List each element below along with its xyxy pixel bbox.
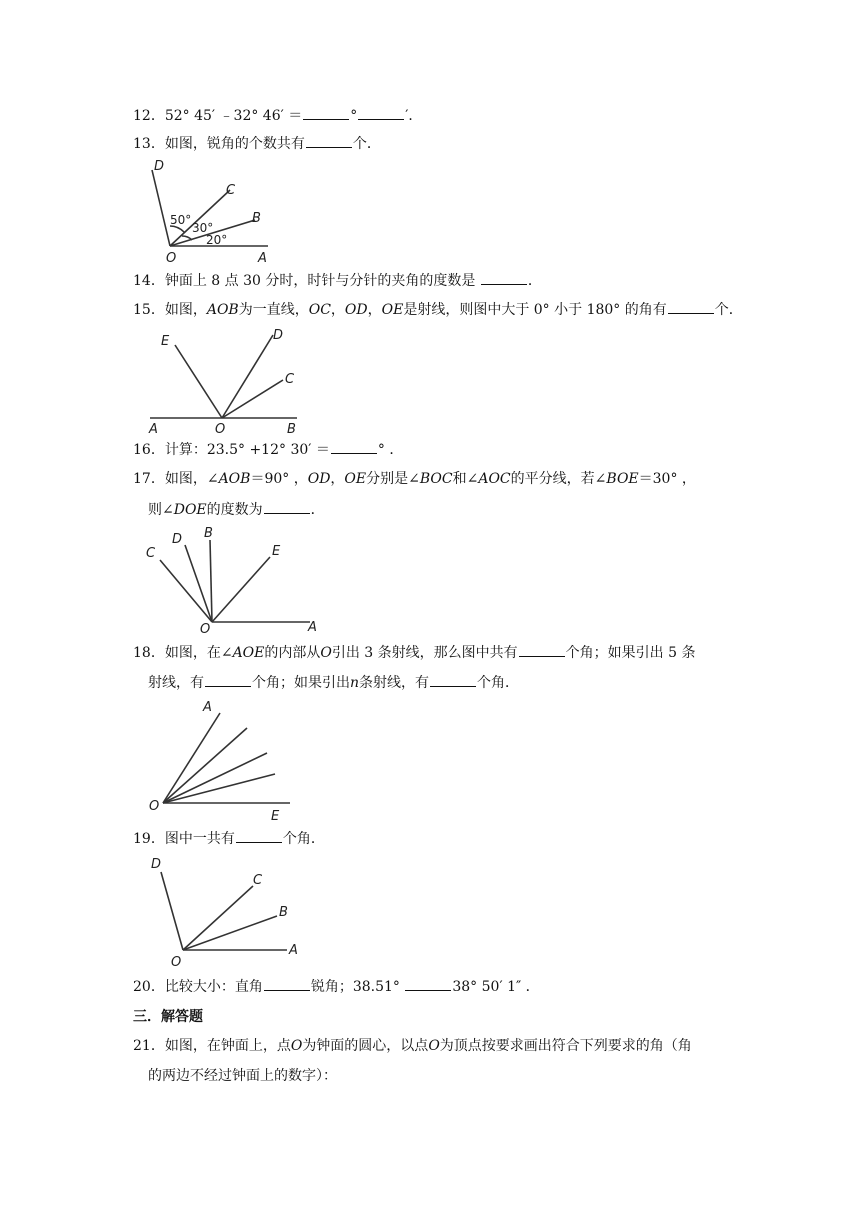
question-12: 12．52° 45′ ﹣32° 46′ ＝ ° ′． <box>133 105 422 126</box>
label-E: E <box>161 334 170 349</box>
label-B: B <box>204 526 213 541</box>
label-O: O <box>215 422 226 437</box>
figure-q17 <box>140 525 325 635</box>
label-O: O <box>166 251 177 266</box>
label-C: C <box>146 546 156 561</box>
question-18-line2: 射线，有 个角；如果引出n条射线，有 个角． <box>148 672 519 693</box>
label-A: A <box>289 943 298 958</box>
question-18: 18．如图，在∠AOE的内部从O引出 3 条射线，那么图中共有 个角；如果引出 5 条 <box>133 642 695 663</box>
label-D: D <box>273 328 284 343</box>
answer-blank[interactable] <box>358 105 404 120</box>
answer-blank[interactable] <box>331 439 377 454</box>
answer-blank[interactable] <box>668 299 714 314</box>
question-20: 20．比较大小：直角 锐角；38.51° 38° 50′ 1″ ． <box>133 976 540 997</box>
question-17-line2: 则∠DOE的度数为 ． <box>148 499 325 520</box>
question-16: 16．计算：23.5° +12° 30′ ＝ ° ． <box>133 439 403 460</box>
answer-blank[interactable] <box>264 976 310 991</box>
answer-blank[interactable] <box>303 105 349 120</box>
label-O: O <box>149 799 160 814</box>
label-A: A <box>258 251 267 266</box>
answer-blank[interactable] <box>236 828 282 843</box>
label-D: D <box>151 857 162 872</box>
question-14: 14．钟面上 8 点 30 分时，时针与分针的夹角的度数是 ． <box>133 270 542 291</box>
question-17: 17．如图，∠AOB＝90° ，OD，OE分别是∠BOC和∠AOC的平分线，若∠BOE＝30° ， <box>133 471 696 487</box>
label-D: D <box>172 532 183 547</box>
angle-30: 30° <box>192 221 214 235</box>
label-D: D <box>154 159 165 174</box>
question-number: 12． <box>133 108 165 124</box>
label-B: B <box>252 211 261 226</box>
answer-blank[interactable] <box>306 133 352 148</box>
label-C: C <box>253 873 263 888</box>
figure-q18 <box>145 698 295 823</box>
question-21: 21．如图，在钟面上，点O为钟面的圆心，以点O为顶点按要求画出符合下列要求的角（角 <box>133 1038 692 1054</box>
label-A: A <box>149 422 158 437</box>
answer-blank[interactable] <box>405 976 451 991</box>
question-15: 15．如图，AOB为一直线，OC，OD，OE是射线，则图中大于 0° 小于 180° 的角有 个． <box>133 299 743 320</box>
section-heading: 三．解答题 <box>133 1009 203 1025</box>
answer-blank[interactable] <box>519 642 565 657</box>
label-O: O <box>171 955 182 970</box>
label-E: E <box>271 809 280 824</box>
answer-blank[interactable] <box>430 672 476 687</box>
label-C: C <box>285 372 295 387</box>
question-21-line2: 的两边不经过钟面上的数字）： <box>148 1068 337 1084</box>
question-13: 13．如图，锐角的个数共有 个． <box>133 133 381 154</box>
label-A: A <box>308 620 317 635</box>
label-A: A <box>203 700 212 715</box>
label-C: C <box>226 183 236 198</box>
figure-q15 <box>145 325 315 435</box>
label-B: B <box>279 905 288 920</box>
answer-blank[interactable] <box>264 499 310 514</box>
figure-q13 <box>140 158 280 268</box>
angle-50: 50° <box>170 213 192 227</box>
label-O: O <box>200 622 211 637</box>
answer-blank[interactable] <box>481 270 527 285</box>
figure-q19 <box>145 852 310 970</box>
answer-blank[interactable] <box>205 672 251 687</box>
question-19: 19．图中一共有 个角． <box>133 828 325 849</box>
angle-20: 20° <box>206 233 228 247</box>
label-E: E <box>272 544 281 559</box>
label-B: B <box>287 422 296 437</box>
